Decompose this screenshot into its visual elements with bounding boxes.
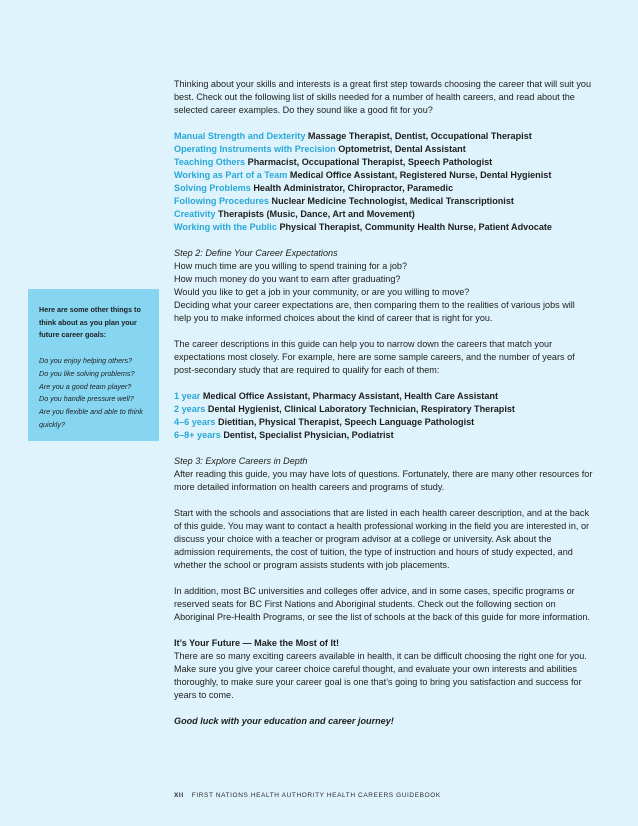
page-number: XII [174, 792, 184, 799]
skill-label: Operating Instruments with Precision [174, 144, 336, 154]
main-column [174, 78, 594, 728]
skill-label: Teaching Others [174, 157, 246, 167]
sidebar-question: Do you handle pressure well? [39, 394, 134, 404]
years-careers: Dietitian, Physical Therapist, Speech Language Pathologist [218, 417, 475, 427]
step-3-title: Step 3: Explore Careers in Depth [174, 456, 308, 466]
skill-row [174, 130, 594, 143]
skill-row [174, 221, 594, 234]
skill-careers: Massage Therapist, Dentist, Occupational Therapist [307, 131, 532, 141]
years-row [174, 429, 594, 442]
step-2-line: How much time are you willing to spend training for a job? [174, 261, 408, 271]
skill-row [174, 143, 594, 156]
skill-label: Solving Problems [174, 183, 251, 193]
years-careers: Medical Office Assistant, Pharmacy Assistant, Health Care Assistant [202, 391, 498, 401]
skill-label: Working with the Public [174, 222, 277, 232]
years-label: 4–6 years [174, 417, 216, 427]
years-label: 6–8+ years [174, 430, 221, 440]
sidebar-question: Are you a good team player? [39, 381, 132, 391]
future-paragraph: There are so many exciting careers available in health, it can be difficult choosing the right one for you. Make sure you give your career choice careful thought, and evaluate your own interests and abilities thoroughly, to make sure your career goal is one that’s going to bring you satisfaction and success for years to come. [174, 651, 587, 700]
skill-careers: Therapists (Music, Dance, Art and Movement) [217, 209, 415, 219]
sidebar-question: Do you like solving problems? [39, 368, 135, 378]
skill-careers: Medical Office Assistant, Registered Nurse, Dental Hygienist [289, 170, 552, 180]
skill-label: Working as Part of a Team [174, 170, 288, 180]
skill-careers: Optometrist, Dental Assistant [338, 144, 466, 154]
years-careers: Dentist, Specialist Physician, Podiatrist [223, 430, 394, 440]
step-3-paragraph: After reading this guide, you may have lots of questions. Fortunately, there are many other resources for more detailed information on health careers and programs of study. [174, 469, 593, 492]
step-2-line: Deciding what your career expectations are, then comparing them to the realities of various jobs will help you to make informed choices about the kind of career that is right for you. [174, 300, 575, 323]
step-2-line: Would you like to get a job in your community, or are you willing to move? [174, 287, 470, 297]
page-footer [174, 792, 441, 799]
years-careers: Dental Hygienist, Clinical Laboratory Technician, Respiratory Therapist [207, 404, 515, 414]
step-2-title: Step 2: Define Your Career Expectations [174, 248, 338, 258]
skill-careers: Health Administrator, Chiropractor, Paramedic [253, 183, 454, 193]
years-row [174, 416, 594, 429]
footer-title: FIRST NATIONS HEALTH AUTHORITY HEALTH CAREERS GUIDEBOOK [191, 792, 441, 799]
skill-row [174, 169, 594, 182]
skill-row [174, 208, 594, 221]
sidebar-question: Are you flexible and able to think quickly? [39, 406, 143, 429]
skill-label: Creativity [174, 209, 216, 219]
step-3-paragraph: Start with the schools and associations that are listed in each health career description, and at the back of this guide. You may want to contact a health professional working in the field you are interested in, or discuss your choice with a teacher or program advisor at a college or university. Ask about the admission requirements, the cost of tuition, the type of instruction and hours of study expected, and whether the school or program assists students with job placements. [174, 508, 590, 570]
step-3-paragraph: In addition, most BC universities and colleges offer advice, and in some cases, specific programs or reserved seats for BC First Nations and Aboriginal students. Check out the following section on Aboriginal Pre-Health Programs, or see the list of schools at the back of this guide for more information. [174, 586, 590, 622]
sidebar-lead: Here are some other things to think about as you plan your future career goals: [39, 305, 141, 340]
closing-line: Good luck with your education and career journey! [174, 716, 394, 726]
skill-label: Manual Strength and Dexterity [174, 131, 306, 141]
step-2-paragraph: The career descriptions in this guide can help you to narrow down the careers that match your expectations most closely. For example, here are some sample careers, and the number of years of post-secondary study that are required to qualify for each of them: [174, 339, 575, 375]
sidebar-callout [28, 289, 159, 441]
years-label: 2 years [174, 404, 206, 414]
skill-row [174, 182, 594, 195]
years-row [174, 403, 594, 416]
skill-row [174, 156, 594, 169]
intro-paragraph: Thinking about your skills and interests is a great first step towards choosing the career that will suit you best. Check out the following list of skills needed for a number of health careers, and read about the selected career examples. Do they sound like a good fit for you? [174, 79, 591, 115]
years-row [174, 390, 594, 403]
sidebar-question: Do you enjoy helping others? [39, 356, 133, 366]
skills-list [174, 130, 594, 234]
years-list [174, 390, 594, 442]
years-label: 1 year [174, 391, 201, 401]
skill-careers: Pharmacist, Occupational Therapist, Speech Pathologist [247, 157, 493, 167]
skill-careers: Physical Therapist, Community Health Nurse, Patient Advocate [279, 222, 552, 232]
step-2-line: How much money do you want to earn after graduating? [174, 274, 401, 284]
future-heading: It’s Your Future — Make the Most of It! [174, 638, 340, 648]
skill-careers: Nuclear Medicine Technologist, Medical Transcriptionist [271, 196, 514, 206]
skill-row [174, 195, 594, 208]
skill-label: Following Procedures [174, 196, 269, 206]
